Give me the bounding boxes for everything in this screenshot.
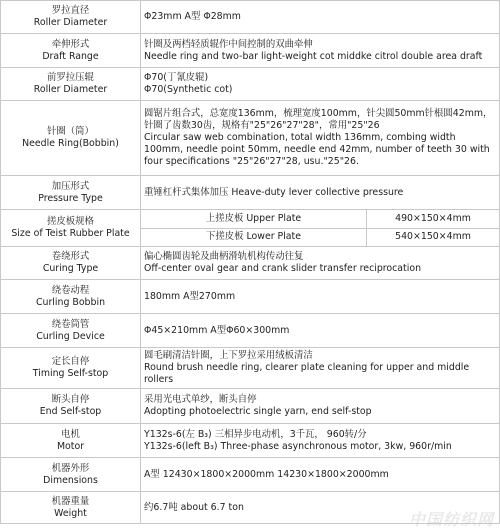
spec-row xyxy=(1,101,500,176)
value-line-1: 180mm A型270mm xyxy=(144,290,236,302)
spec-label xyxy=(1,424,141,458)
label-en: Roller Diameter xyxy=(33,17,108,28)
label-en: Weight xyxy=(54,507,87,519)
spec-label xyxy=(1,210,141,247)
label-zh: 罗拉直径 xyxy=(51,5,90,16)
label-en: Pressure Type xyxy=(38,192,103,204)
spec-value xyxy=(141,314,500,348)
spec-label xyxy=(1,348,141,389)
spec-value xyxy=(141,389,500,424)
spec-label xyxy=(1,247,141,280)
spec-row xyxy=(1,458,500,492)
label-zh: 定长自停 xyxy=(51,356,90,367)
value-line-1: 圆毛刷清洁针圈，上下罗拉采用绒板清洁 xyxy=(144,350,313,361)
spec-label xyxy=(1,389,141,424)
label-zh: 搓皮板规格 xyxy=(47,216,94,227)
spec-label xyxy=(1,492,141,524)
spec-value xyxy=(141,101,500,176)
spec-label xyxy=(1,68,141,101)
label-zh: 牵伸形式 xyxy=(51,38,90,50)
spec-row xyxy=(1,1,500,34)
spec-row xyxy=(1,68,500,101)
label-en: Curing Type xyxy=(42,263,99,274)
spec-row xyxy=(1,389,500,424)
label-zh: 机器重量 xyxy=(51,495,90,507)
label-zh: 前罗拉压辊 xyxy=(47,72,94,83)
lower-plate-label: 下搓皮板 Lower Plate xyxy=(206,231,301,243)
label-en: Dimensions xyxy=(43,474,98,486)
watermark: 中国纺织网 xyxy=(408,510,494,529)
label-zh: 电机 xyxy=(61,428,80,440)
label-en: Timing Self-stop xyxy=(32,368,109,379)
spec-row xyxy=(1,247,500,280)
value-line-2: Off-center oval gear and crank slider transfer reciprocation xyxy=(144,263,422,274)
spec-row xyxy=(1,280,500,314)
label-zh: 机器外形 xyxy=(51,462,90,474)
upper-plate-value: 490×150×4mm xyxy=(367,210,499,229)
value-line-2: Round brush needle ring, clearer plate cleaning for upper and middle rollers xyxy=(144,362,470,385)
spec-value xyxy=(141,34,500,68)
value-line-1: Φ45×210mm A型Φ60×300mm xyxy=(144,324,290,336)
value-line-1: Φ23mm A型 Φ28mm xyxy=(144,11,241,22)
spec-label xyxy=(1,280,141,314)
spec-value xyxy=(141,1,500,34)
value-line-2: Adopting photoelectric single yarn, end self-stop xyxy=(144,406,372,417)
label-en: Needle Ring(Bobbin) xyxy=(22,138,119,149)
label-en: Draft Range xyxy=(42,50,99,62)
value-line-1: 圆锯片组合式，总宽度136mm，梳理宽度100mm，针尖圆50mm针根圆42mm，针圈了齿数30齿，规格有"25"26"27"28"，常用"25"26 xyxy=(144,108,493,131)
value-line-1: 约6.7吨 about 6.7 ton xyxy=(144,501,244,513)
spec-label xyxy=(1,34,141,68)
value-line-1: Y132s-6(左 B₃) 三相异步电动机，3千瓦， 960转/分 xyxy=(144,428,367,440)
label-en: Curling Device xyxy=(36,330,105,342)
value-line-2: Circular saw web combination, total width 136mm, combing width 100mm, needle point 50mm, needle end 42mm, number of teeth 30 with four specifications "25"26"27"28, usu."25"26. xyxy=(144,132,490,167)
spec-value xyxy=(141,280,500,314)
value-line-1: 采用光电式单纱，断头自停 xyxy=(144,394,257,405)
spec-label xyxy=(1,176,141,210)
label-en: Motor xyxy=(56,440,85,452)
spec-label xyxy=(1,101,141,176)
spec-row xyxy=(1,314,500,348)
value-line-1: 偏心椭圆齿轮及曲柄滑轨机构传动往复 xyxy=(144,251,304,262)
spec-value xyxy=(141,68,500,101)
upper-plate-label: 上搓皮板 Upper Plate xyxy=(141,210,366,229)
label-en: End Self-stop xyxy=(39,406,102,417)
spec-value xyxy=(141,247,500,280)
label-zh: 断头自停 xyxy=(51,394,90,405)
label-zh: 卷绕形式 xyxy=(51,251,90,262)
value-line-2: Y132s-6(left B₃) Three-phase asynchronous motor, 3kw, 960r/min xyxy=(144,440,452,452)
spec-value xyxy=(141,458,500,492)
label-zh: 针圈（筒） xyxy=(47,126,94,137)
value-line-2: Needle ring and two-bar light-weight cot middke citrol double area draft xyxy=(144,50,483,62)
spec-value xyxy=(141,348,500,389)
spec-label xyxy=(1,1,141,34)
spec-value xyxy=(141,176,500,210)
label-en: Curling Bobbin xyxy=(35,296,106,308)
label-zh: 绕卷动程 xyxy=(51,284,90,296)
value-line-1: A型 12430×1800×2000mm 14230×1800×2000mm xyxy=(144,468,389,480)
value-line-2: Φ70(Synthetic cot) xyxy=(144,84,233,95)
label-zh: 加压形式 xyxy=(51,180,90,192)
spec-label xyxy=(1,458,141,492)
label-en: Roller Diameter xyxy=(33,84,108,95)
label-en: Size of Teist Rubber Plate xyxy=(11,228,130,239)
spec-label xyxy=(1,314,141,348)
spec-row xyxy=(1,176,500,210)
label-zh: 绕卷筒管 xyxy=(51,318,90,330)
spec-value xyxy=(141,424,500,458)
value-line-1: Φ70(丁氰皮辊) xyxy=(144,72,209,83)
spec-value xyxy=(141,210,500,247)
spec-row xyxy=(1,210,500,247)
spec-row xyxy=(1,34,500,68)
spec-row xyxy=(1,424,500,458)
value-line-1: 针圈及两档轻质辊作中间控制的双曲牵伸 xyxy=(144,38,313,50)
spec-row xyxy=(1,348,500,389)
lower-plate-value: 540×150×4mm xyxy=(395,231,471,243)
value-line-1: 重锤杠杆式集体加压 Heave-duty lever collective pressure xyxy=(144,186,404,198)
